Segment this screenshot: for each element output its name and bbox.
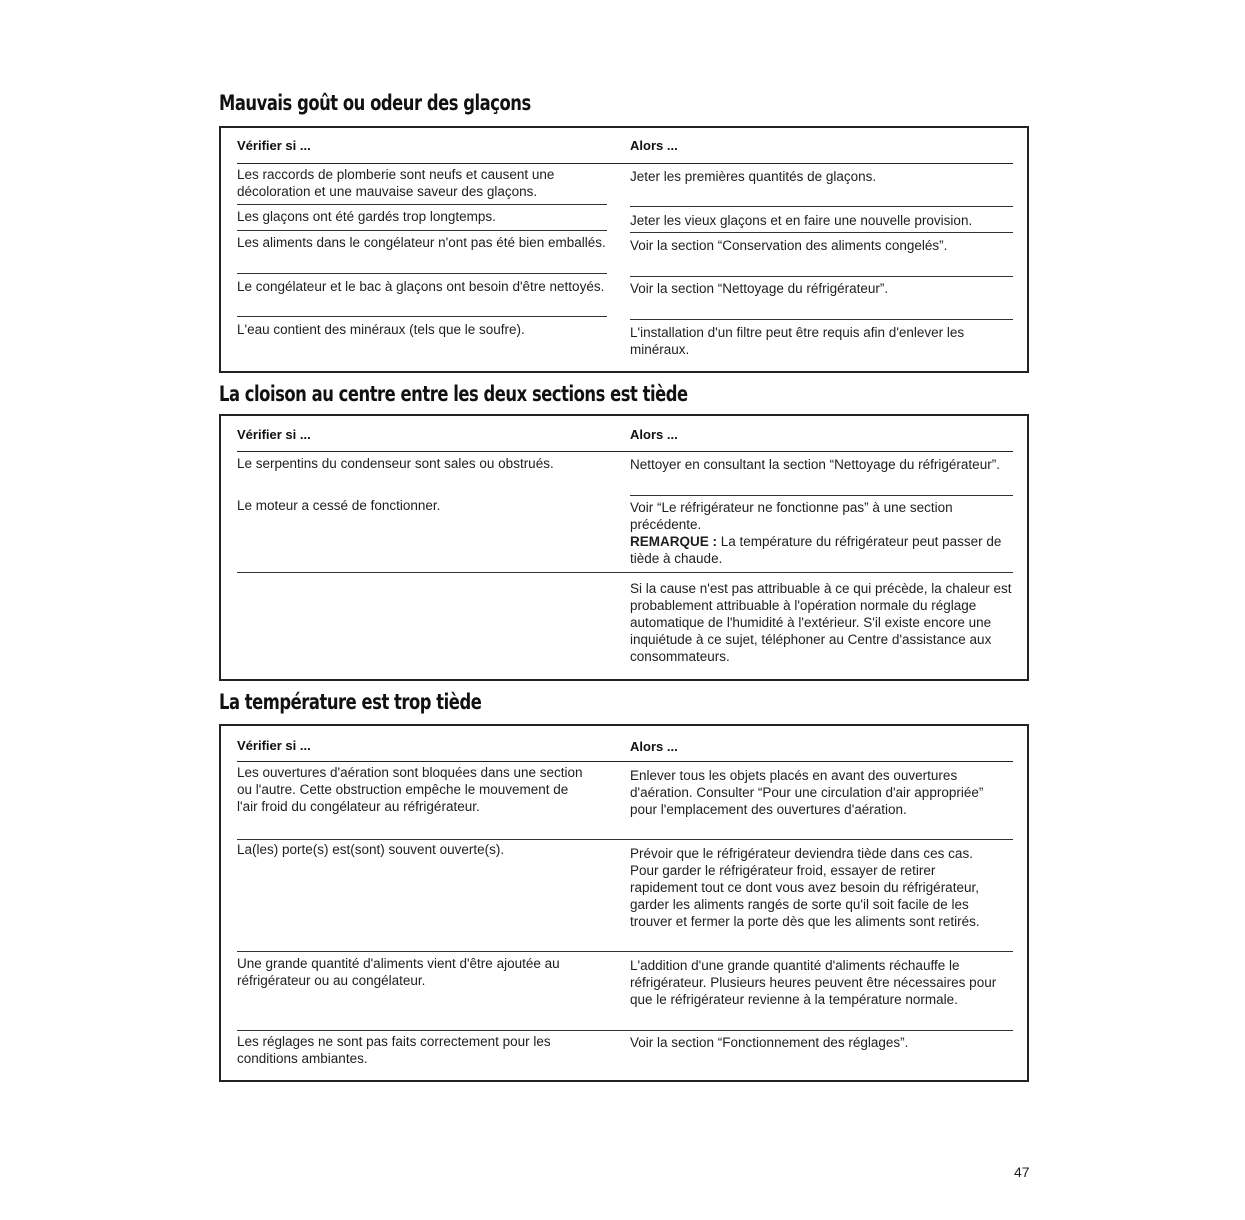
note-text: La température du réfrigérateur peut passer de tiède à chaude. bbox=[630, 534, 1002, 566]
table-row-then: Voir la section “Nettoyage du réfrigérateur”. bbox=[630, 281, 889, 296]
table-row-check: L'eau contient des minéraux (tels que le soufre). bbox=[237, 322, 525, 337]
table-row-check: Le congélateur et le bac à glaçons ont besoin d'être nettoyés. bbox=[237, 279, 605, 294]
page-number: 47 bbox=[1014, 1164, 1030, 1180]
row-divider bbox=[630, 319, 1013, 320]
table-row-then: Jeter les premières quantités de glaçons. bbox=[630, 169, 877, 184]
table-row-check: La(les) porte(s) est(sont) souvent ouverte(s). bbox=[237, 842, 505, 857]
table-row-then: Jeter les vieux glaçons et en faire une nouvelle provision. bbox=[630, 213, 973, 228]
table-row-check: Les ouvertures d'aération sont bloquées dans une section ou l'autre. Cette obstruction empêche le mouvement de l'air froid du congélateur au réfrigérateur. bbox=[237, 765, 583, 814]
table-too-warm bbox=[219, 724, 1029, 1082]
table-row-then: L'installation d'un filtre peut être requis afin d'enlever les minéraux. bbox=[630, 325, 965, 357]
column-header-check: Vérifier si ... bbox=[237, 427, 311, 442]
header-rule bbox=[237, 761, 1013, 762]
table-row-then: Voir la section “Conservation des aliments congelés”. bbox=[630, 238, 948, 253]
table-row-check: Les raccords de plomberie sont neufs et causent une décoloration et une mauvaise saveur des glaçons. bbox=[237, 167, 555, 199]
row-divider bbox=[630, 206, 1013, 207]
row-divider bbox=[237, 951, 1013, 952]
row-divider bbox=[630, 232, 1013, 233]
table-row-then: L'addition d'une grande quantité d'aliments réchauffe le réfrigérateur. Plusieurs heures peuvent être nécessaires pour que le réfrigérateur revienne à la température normale. bbox=[630, 958, 997, 1007]
header-rule bbox=[237, 451, 1013, 452]
table-row-check: Une grande quantité d'aliments vient d'être ajoutée au réfrigérateur ou au congélateur. bbox=[237, 956, 560, 988]
row-divider bbox=[237, 1030, 1013, 1031]
table-row-check: Le serpentins du condenseur sont sales ou obstrués. bbox=[237, 456, 554, 471]
note-label: REMARQUE : bbox=[630, 534, 717, 549]
section-title-center-wall: La cloison au centre entre les deux sections est tiède bbox=[219, 382, 688, 406]
column-header-then: Alors ... bbox=[630, 138, 678, 153]
row-divider bbox=[237, 572, 1013, 573]
row-divider bbox=[237, 273, 607, 274]
row-divider bbox=[237, 316, 607, 317]
table-row-then: Nettoyer en consultant la section “Nettoyage du réfrigérateur”. bbox=[630, 457, 1000, 472]
table-row-then: Si la cause n'est pas attribuable à ce qui précède, la chaleur est probablement attribuable à l'opération normale du réglage automatique de l'humidité à l'extérieur. S'il existe encore une inquiétude à ce sujet, téléphoner au Centre d'assistance aux consommateurs. bbox=[630, 581, 1012, 664]
column-header-check: Vérifier si ... bbox=[237, 738, 311, 753]
table-row-check: Le moteur a cessé de fonctionner. bbox=[237, 498, 441, 513]
table-ice-taste bbox=[219, 126, 1029, 373]
table-row-then bbox=[630, 499, 1005, 567]
table-row-then: Enlever tous les objets placés en avant des ouvertures d'aération. Consulter “Pour une circulation d'air appropriée” pour l'emplacement des ouvertures d'aération. bbox=[630, 768, 984, 817]
table-row-then: Prévoir que le réfrigérateur deviendra tiède dans ces cas. Pour garder le réfrigérateur froid, essayer de retirer rapidement tout ce dont vous avez besoin du réfrigérateur, garder les aliments rangés de sorte qu'il soit facile de les trouver et fermer la porte dès que les aliments sont retirés. bbox=[630, 846, 980, 929]
table-center-wall bbox=[219, 414, 1029, 681]
table-row-then: Voir la section “Fonctionnement des réglages”. bbox=[630, 1035, 909, 1050]
row-divider bbox=[630, 276, 1013, 277]
row-divider bbox=[237, 230, 607, 231]
table-row-check: Les réglages ne sont pas faits correctement pour les conditions ambiantes. bbox=[237, 1034, 551, 1066]
row-divider bbox=[237, 204, 607, 205]
row-divider bbox=[630, 495, 1013, 496]
row-divider bbox=[237, 839, 1013, 840]
table-row-check: Les glaçons ont été gardés trop longtemps. bbox=[237, 209, 496, 224]
header-rule bbox=[237, 163, 1013, 164]
column-header-check: Vérifier si ... bbox=[237, 138, 311, 153]
section-title-ice-taste: Mauvais goût ou odeur des glaçons bbox=[219, 91, 531, 115]
table-row-check: Les aliments dans le congélateur n'ont pas été bien emballés. bbox=[237, 235, 606, 250]
column-header-then: Alors ... bbox=[630, 739, 678, 754]
row-then-text: Voir “Le réfrigérateur ne fonctionne pas” à une section précédente. bbox=[630, 500, 953, 532]
section-title-too-warm: La température est trop tiède bbox=[219, 690, 482, 714]
column-header-then: Alors ... bbox=[630, 427, 678, 442]
